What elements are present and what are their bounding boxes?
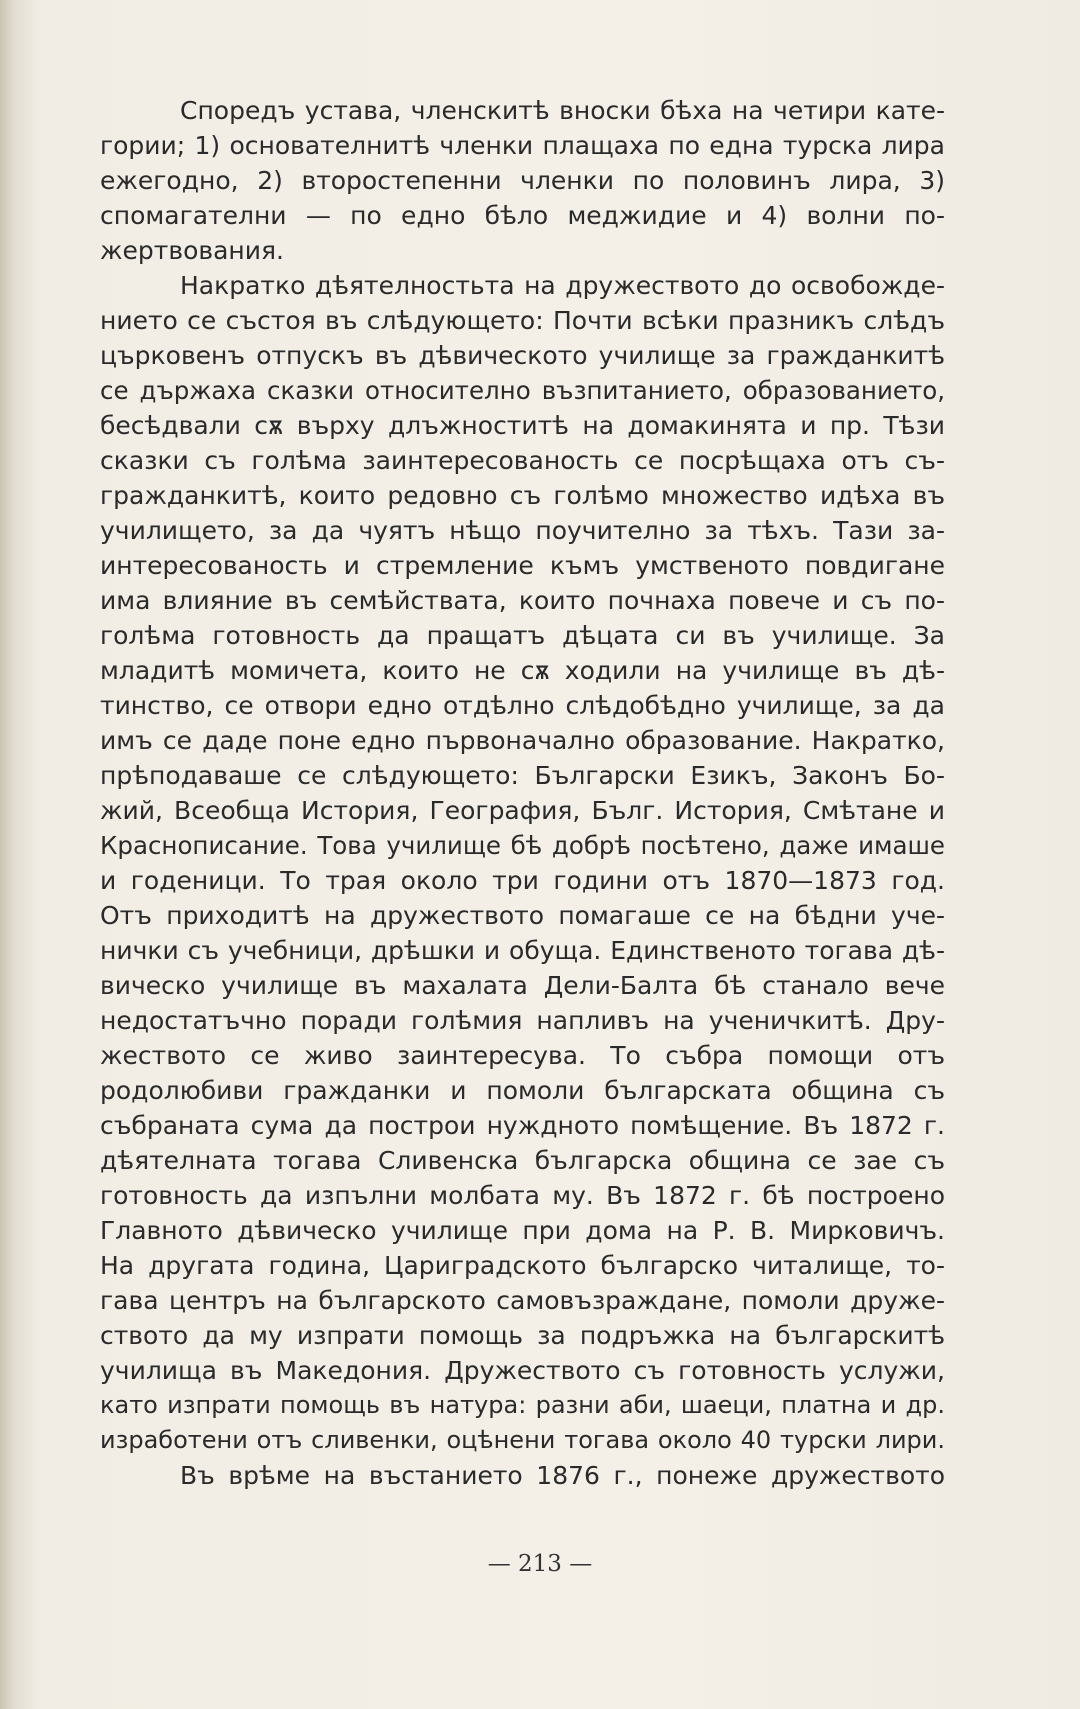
text-line: родолюбиви гражданки и помоли българската община съ <box>100 1076 945 1105</box>
text-line: изработени отъ сливенки, оцѣнени тогава около 40 турски лири. <box>100 1426 945 1454</box>
page-number: — 213 — <box>487 1551 593 1577</box>
text-line: гава центръ на българското самовъзраждане, помоли друже- <box>100 1286 945 1315</box>
text-line: гражданкитѣ, които редовно съ голѣмо множество идѣха въ <box>100 481 945 510</box>
text-line: Краснописание. Това училище бѣ добрѣ посѣтено, даже имаше <box>100 831 945 860</box>
text-line: нието се състоя въ слѣдующето: Почти всѣки празникъ слѣдъ <box>100 306 945 335</box>
text-line: Въ врѣме на въстанието 1876 г., понеже дружеството <box>180 1461 945 1490</box>
text-line: имъ се даде поне едно първоначално образование. Накратко, <box>100 726 945 755</box>
text-line: Споредъ устава, членскитѣ вноски бѣха на четири кате- <box>180 96 945 125</box>
text-line: училища въ Македония. Дружеството съ готовность услужи, <box>100 1356 945 1385</box>
text-line: като изпрати помощь въ натура: разни аби, шаеци, платна и др. <box>100 1391 945 1419</box>
text-line: голѣма готовность да пращатъ дѣцата си въ училище. За <box>100 621 945 650</box>
page-text <box>100 93 945 1493</box>
text-line: младитѣ момичета, които не сѫ ходили на училище въ дѣ- <box>100 656 945 685</box>
text-line: гории; 1) основателнитѣ членки плащаха по една турска лира <box>100 131 945 160</box>
text-line: има влияние въ семѣйствата, които почнаха повече и съ по- <box>100 586 945 615</box>
text-line: ството да му изпрати помощь за подръжка на българскитѣ <box>100 1321 945 1350</box>
text-line: недостатъчно поради голѣмия напливъ на ученичкитѣ. Дру- <box>100 1006 945 1035</box>
text-line: На другата година, Цариградското българско читалище, то- <box>100 1251 945 1280</box>
text-line: готовность да изпълни молбата му. Въ 1872 г. бѣ построено <box>100 1181 945 1210</box>
text-line: училището, за да чуятъ нѣщо поучително за тѣхъ. Тази за- <box>100 516 945 545</box>
text-line: Главното дѣвическо училище при дома на Р. В. Мирковичъ. <box>100 1216 945 1245</box>
text-line: се държаха сказки относително възпитанието, образованието, <box>100 376 945 405</box>
text-line: Отъ приходитѣ на дружеството помагаше се на бѣдни уче- <box>100 901 945 930</box>
text-line: църковенъ отпускъ въ дѣвическото училище за гражданкитѣ <box>100 341 945 370</box>
text-line: сказки съ голѣма заинтересованость се посрѣщаха отъ съ- <box>100 446 945 475</box>
text-line: и годеници. То трая около три години отъ 1870—1873 год. <box>100 866 945 895</box>
text-line: интересованость и стремление къмъ умственото повдигане <box>100 551 945 580</box>
text-line: прѣподаваше се слѣдующето: Български Езикъ, Законъ Бо- <box>100 761 945 790</box>
text-line: жеството се живо заинтересува. То събра помощи отъ <box>100 1041 945 1070</box>
text-line: нички съ учебници, дрѣшки и обуща. Единственото тогава дѣ- <box>100 936 945 965</box>
text-line: тинство, се отвори едно отдѣлно слѣдобѣдно училище, за да <box>100 691 945 720</box>
text-line: жий, Всеобща История, География, Бълг. История, Смѣтане и <box>100 796 945 825</box>
text-line: дѣятелната тогава Сливенска българска община се зае съ <box>100 1146 945 1175</box>
text-line: жертвования. <box>100 236 284 265</box>
text-line: ежегодно, 2) второстепенни членки по половинъ лира, 3) <box>100 166 945 195</box>
text-line: вическо училище въ махалата Дели-Балта бѣ станало вече <box>100 971 945 1000</box>
text-line: събраната сума да построи нуждното помѣщение. Въ 1872 г. <box>100 1111 945 1140</box>
text-line: Накратко дѣятелностьта на дружеството до освобожде- <box>180 271 945 300</box>
text-line: бесѣдвали сѫ върху длъжноститѣ на домакинята и пр. Тѣзи <box>100 411 945 440</box>
text-line: спомагателни — по едно бѣло меджидие и 4) волни по- <box>100 201 945 230</box>
